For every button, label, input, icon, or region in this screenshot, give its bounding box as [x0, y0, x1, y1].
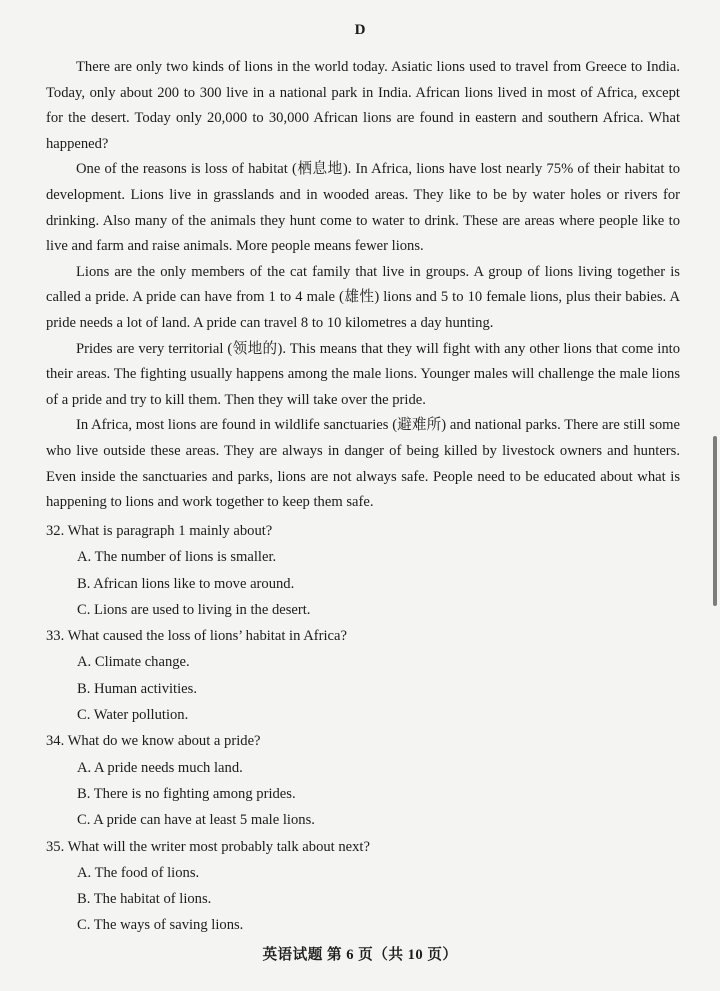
- option-c: C. Lions are used to living in the desert.: [77, 601, 311, 618]
- option-a: A. A pride needs much land.: [77, 759, 243, 776]
- option-c: C. A pride can have at least 5 male lions.: [77, 812, 315, 829]
- option-c: C. Water pollution.: [77, 707, 189, 724]
- scrollbar[interactable]: [713, 436, 717, 606]
- question-32: [46, 518, 680, 623]
- passage-paragraph-4: Prides are very territorial (领地的). This means that they will fight with any other lions that come into their areas. The fighting usually happens among the male lions. Younger males will challenge the male lions of a pride and try to kill them. Then they will take over the pride.: [46, 340, 680, 408]
- option-a: A. The number of lions is smaller.: [77, 549, 277, 566]
- option-a: A. Climate change.: [77, 654, 190, 671]
- option-b: B. The habitat of lions.: [77, 891, 212, 908]
- option-b: B. There is no fighting among prides.: [77, 785, 296, 802]
- option-a: A. The food of lions.: [77, 864, 200, 881]
- page-footer: 英语试题 第 6 页（共 10 页）: [262, 947, 458, 963]
- question-stem: 33. What caused the loss of lions’ habitat in Africa?: [46, 628, 347, 645]
- option-b: B. Human activities.: [77, 680, 197, 697]
- passage-paragraph-2: One of the reasons is loss of habitat (栖息地). In Africa, lions have lost nearly 75% of their habitat to development. Lions live in grasslands and in wooded areas. They like to be by water holes or rivers for drinking. Also many of the animals they hunt come to water to drink. These are areas where people like to live and farm and raise animals. More people means fewer lions.: [46, 161, 680, 255]
- option-c: C. The ways of saving lions.: [77, 917, 244, 934]
- question-33: [46, 623, 680, 728]
- question-stem: 32. What is paragraph 1 mainly about?: [46, 523, 273, 539]
- passage-paragraph-5: In Africa, most lions are found in wildlife sanctuaries (避难所) and national parks. There are still some who live outside these areas. They are always in danger of being killed by livestock owners and hunters. Even inside the sanctuaries and parks, lions are not always safe. People need to be educated about what is happening to lions and work together to keep them safe.: [46, 417, 680, 511]
- reading-passage: [46, 55, 680, 516]
- question-35: [46, 834, 680, 939]
- passage-paragraph-3: Lions are the only members of the cat family that live in groups. A group of lions living together is called a pride. A pride can have from 1 to 4 male (雄性) lions and 5 to 10 female lions, plus their babies. A pride needs a lot of land. A pride can travel 8 to 10 kilometres a day hunting.: [46, 263, 680, 331]
- question-list: [46, 518, 680, 939]
- section-letter: D: [354, 22, 366, 38]
- passage-paragraph-1: There are only two kinds of lions in the world today. Asiatic lions used to travel from Greece to India. Today, only about 200 to 300 live in a national park in India. African lions lived in most of Africa, except for the desert. Today only 20,000 to 30,000 African lions are found in eastern and southern Africa. What happened?: [46, 59, 680, 152]
- option-b: B. African lions like to move around.: [77, 575, 295, 592]
- question-34: [46, 728, 680, 833]
- question-stem: 35. What will the writer most probably talk about next?: [46, 838, 370, 855]
- question-stem: 34. What do we know about a pride?: [46, 733, 261, 750]
